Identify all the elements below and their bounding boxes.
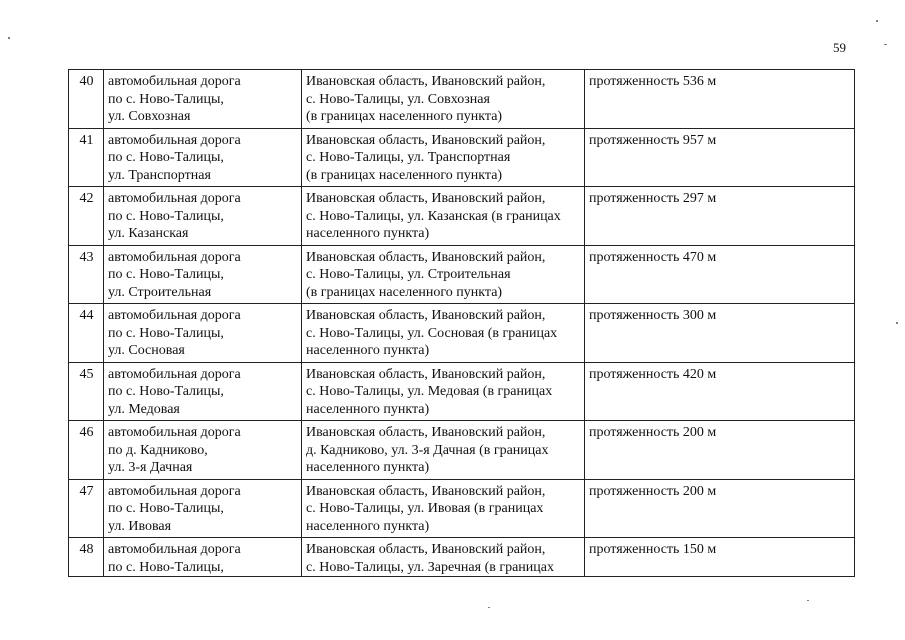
road-name-line: по с. Ново-Талицы, [108,325,224,341]
row-number: 41 [69,128,104,187]
road-name [104,538,302,577]
row-number: 44 [69,304,104,363]
road-location [302,304,585,363]
road-location-line: Ивановская область, Ивановский район, [306,132,546,148]
row-number: 42 [69,187,104,246]
road-location-line: населенного пункта) [306,401,430,417]
road-name-line: по с. Ново-Талицы, [108,384,224,399]
road-name-line: автомобильная дорога [108,132,241,148]
page-number: 59 [833,40,846,55]
table-row [69,421,855,480]
road-location-line: с. Ново-Талицы, ул. Строительная [306,267,511,282]
table-row [69,70,855,129]
road-length: протяженность 420 м [585,362,855,421]
road-name-line: по д. Кадниково, [108,442,208,458]
road-location-line: с. Ново-Талицы, ул. Транспортная [306,150,511,165]
road-location [302,245,585,304]
road-location-line: Ивановская область, Ивановский район, [306,308,546,323]
road-location [302,128,585,187]
scan-speck [488,607,490,608]
row-number: 46 [69,421,104,480]
road-location [302,538,585,577]
row-number: 45 [69,362,104,421]
road-name-line: ул. Казанская [108,226,189,241]
scan-speck [8,37,10,39]
road-name-line: ул. Медовая [108,401,180,417]
road-name-line: по с. Ново-Талицы, [108,150,224,165]
road-name-line: автомобильная дорога [108,425,241,440]
road-length: протяженность 300 м [585,304,855,363]
road-location-line: с. Ново-Талицы, ул. Заречная (в границах [306,559,554,575]
road-length: протяженность 470 м [585,245,855,304]
row-number: 43 [69,245,104,304]
road-name [104,245,302,304]
road-location-line: Ивановская область, Ивановский район, [306,191,546,206]
table-row [69,187,855,246]
road-location-line: с. Ново-Талицы, ул. Ивовая (в границах [306,501,544,516]
road-location [302,362,585,421]
road-name [104,362,302,421]
road-name-line: ул. Ивовая [108,518,172,534]
row-number: 48 [69,538,104,577]
road-location [302,479,585,538]
scan-speck [884,44,887,45]
row-number: 47 [69,479,104,538]
road-location-line: (в границах населенного пункта) [306,284,503,300]
road-name-line: по с. Ново-Талицы, [108,559,224,575]
road-location-line: Ивановская область, Ивановский район, [306,425,546,440]
road-location-line: д. Кадниково, ул. 3-я Дачная (в границах [306,442,549,458]
road-name-line: ул. Строительная [108,284,212,300]
road-name-line: ул. 3-я Дачная [108,460,193,475]
road-name [104,479,302,538]
road-name-line: ул. Сосновая [108,343,185,358]
road-name [104,421,302,480]
road-name-line: ул. Совхозная [108,109,191,124]
table-row [69,538,855,577]
row-number: 40 [69,70,104,129]
road-location-line: с. Ново-Талицы, ул. Казанская (в границах [306,208,561,224]
table-row [69,362,855,421]
road-name-line: автомобильная дорога [108,191,241,206]
road-name-line: автомобильная дорога [108,249,241,265]
road-name [104,128,302,187]
road-name [104,70,302,129]
road-location-line: Ивановская область, Ивановский район, [306,366,546,382]
road-name-line: по с. Ново-Талицы, [108,208,224,224]
road-location-line: с. Ново-Талицы, ул. Сосновая (в границах [306,325,558,341]
road-location-line: населенного пункта) [306,518,430,534]
road-name-line: по с. Ново-Талицы, [108,91,224,107]
road-name [104,304,302,363]
road-location-line: с. Ново-Талицы, ул. Медовая (в границах [306,384,553,399]
road-name-line: по с. Ново-Талицы, [108,501,224,516]
road-name [104,187,302,246]
road-location-line: Ивановская область, Ивановский район, [306,249,546,265]
road-name-line: автомобильная дорога [108,542,241,557]
road-location-line: Ивановская область, Ивановский район, [306,483,546,499]
road-location-line: Ивановская область, Ивановский район, [306,74,546,89]
table-row [69,245,855,304]
road-name-line: автомобильная дорога [108,308,241,323]
road-location-line: Ивановская область, Ивановский район, [306,542,546,557]
road-location-line: (в границах населенного пункта) [306,167,503,183]
road-location [302,187,585,246]
road-location-line: населенного пункта) [306,343,430,358]
road-location [302,421,585,480]
scan-speck [876,20,878,22]
road-length: протяженность 200 м [585,421,855,480]
scan-speck [896,322,898,324]
road-length: протяженность 200 м [585,479,855,538]
scan-speck [807,600,809,601]
road-name-line: по с. Ново-Талицы, [108,267,224,282]
road-location-line: (в границах населенного пункта) [306,109,503,124]
road-location [302,70,585,129]
road-name-line: автомобильная дорога [108,483,241,499]
road-length: протяженность 957 м [585,128,855,187]
road-name-line: автомобильная дорога [108,366,241,382]
road-location-line: населенного пункта) [306,460,430,475]
road-location-line: с. Ново-Талицы, ул. Совхозная [306,91,490,107]
road-name-line: ул. Транспортная [108,167,211,183]
road-length: протяженность 150 м [585,538,855,577]
roads-table [68,69,855,577]
table-row [69,479,855,538]
table-row [69,128,855,187]
road-location-line: населенного пункта) [306,226,430,241]
table-row [69,304,855,363]
road-name-line: автомобильная дорога [108,74,241,89]
road-length: протяженность 297 м [585,187,855,246]
road-length: протяженность 536 м [585,70,855,129]
